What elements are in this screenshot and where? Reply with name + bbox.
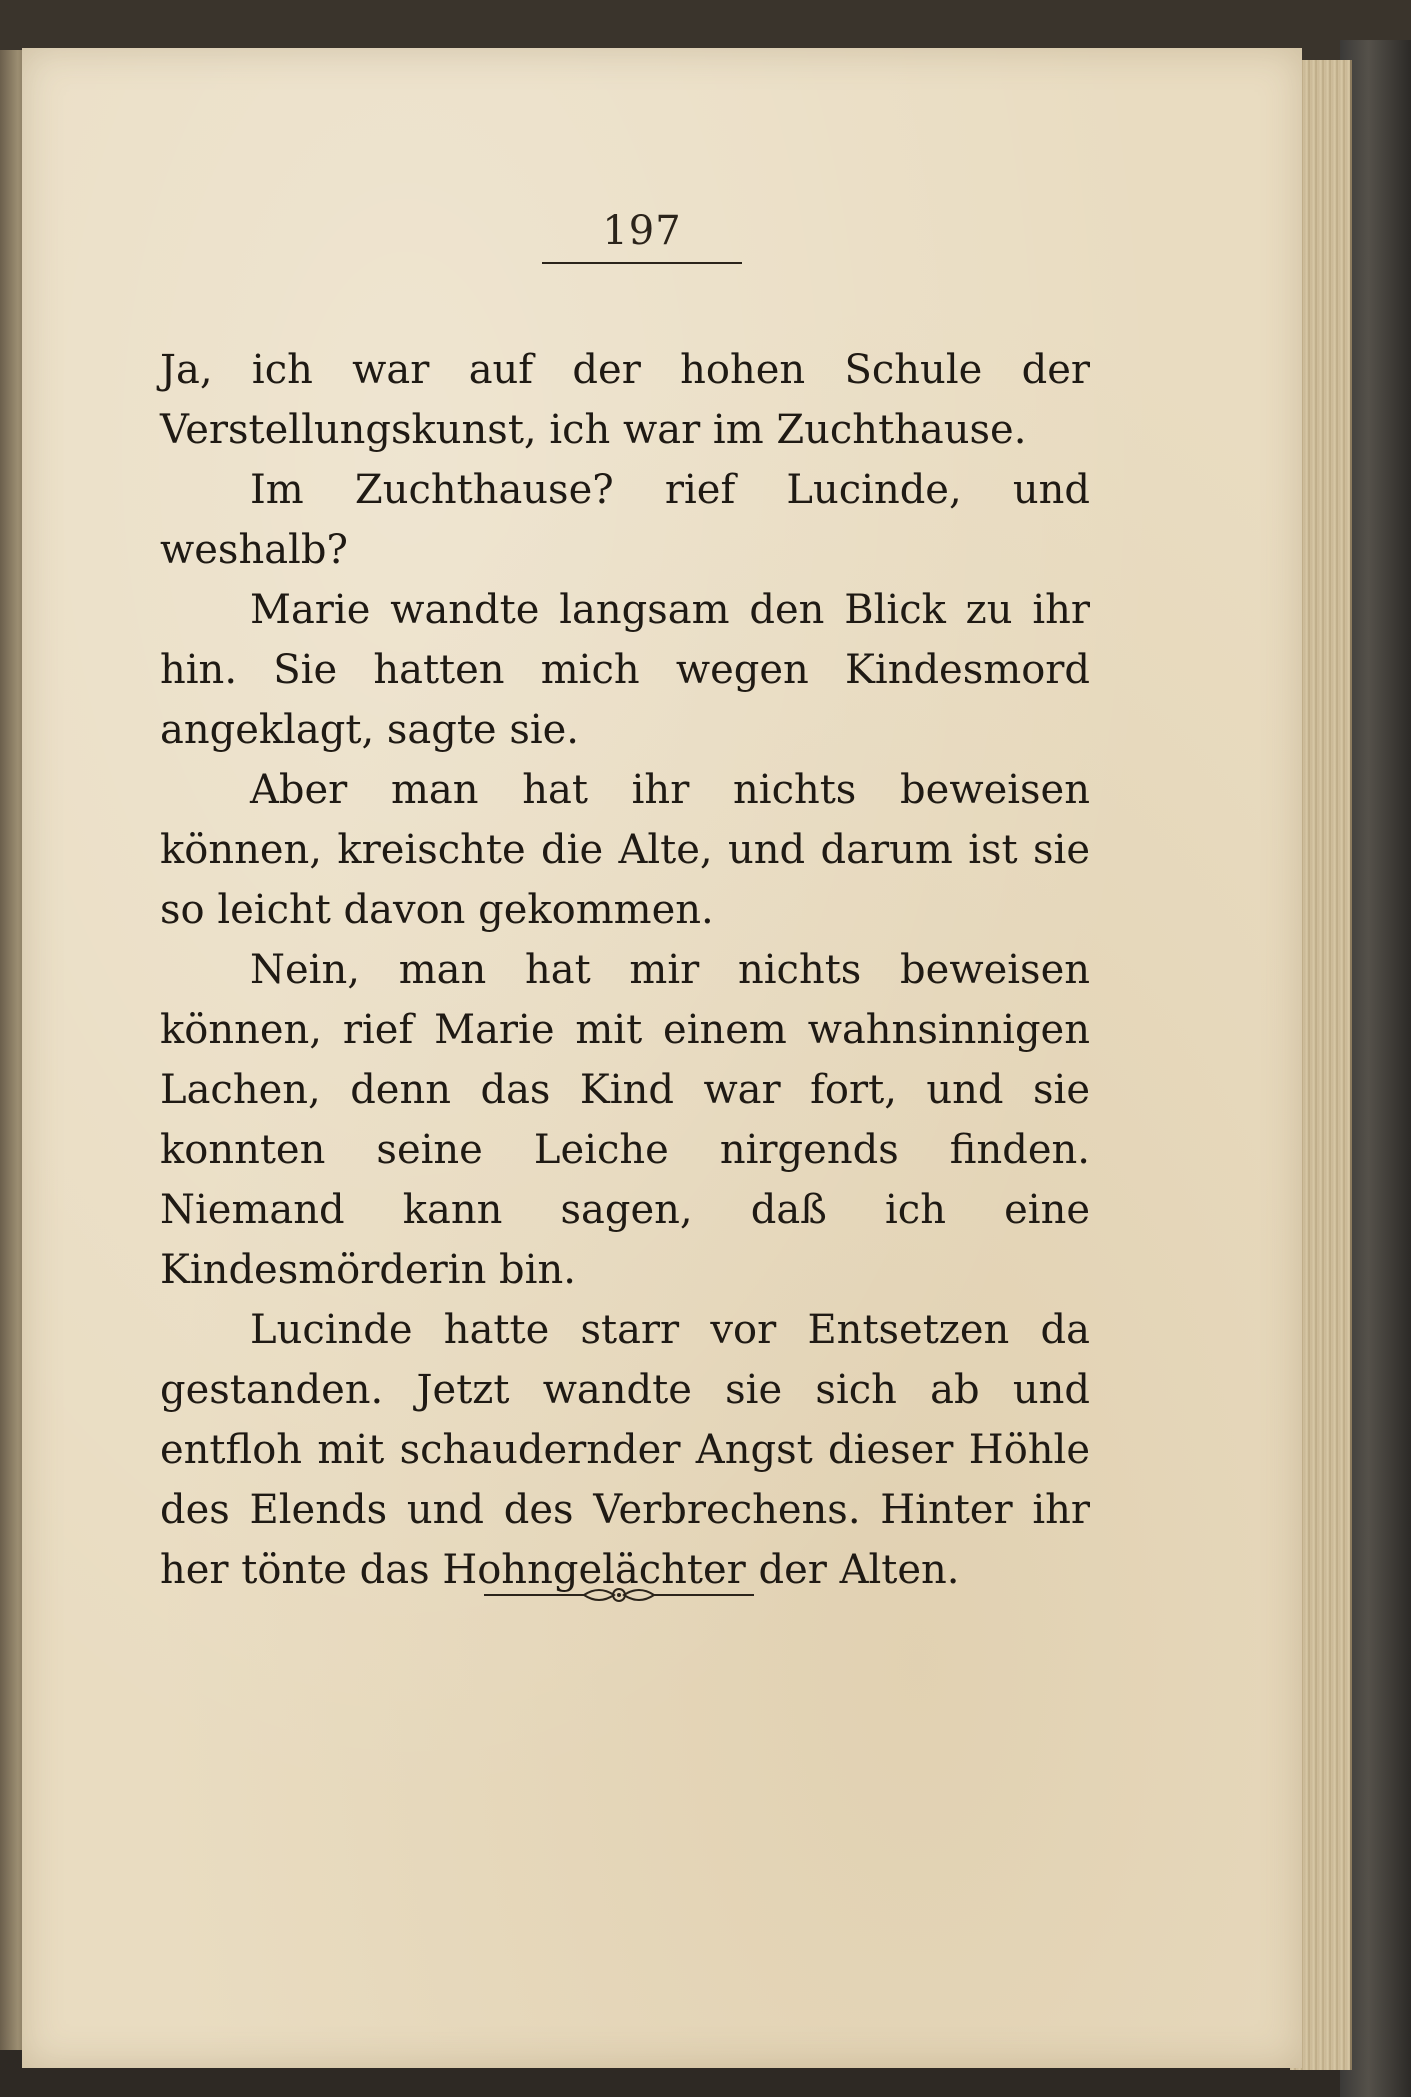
paragraph-5: Nein, man hat mir nichts beweisen können, rief Marie mit einem wahnsinnigen Lachen, denn das Kind war fort, und sie konnten seine Leiche nirgends finden. Niemand kann sagen, daß ich eine Kindesmörderin bin.	[160, 947, 1090, 1293]
paragraph-1: Ja, ich war auf der hohen Schule der Verstellungskunst, ich war im Zuchthause.	[160, 347, 1090, 453]
paragraph-3: Marie wandte langsam den Blick zu ihr hin. Sie hatten mich wegen Kindesmord angeklagt, sagte sie.	[160, 587, 1090, 753]
page-number: 197	[542, 208, 742, 264]
paragraph-2: Im Zuchthause? rief Lucinde, und weshalb?	[160, 467, 1090, 573]
book-page	[22, 48, 1302, 2068]
body-text	[160, 340, 1090, 1600]
paragraph-4: Aber man hat ihr nichts beweisen können, kreischte die Alte, und darum ist sie so leicht davon gekommen.	[160, 767, 1090, 933]
paragraph-6: Lucinde hatte starr vor Entsetzen da gestanden. Jetzt wandte sie sich ab und entfloh mit schaudernder Angst dieser Höhle des Elends und des Verbrechens. Hinter ihr her tönte das Hohngelächter der Alten.	[160, 1307, 1090, 1593]
decorative-divider-icon	[484, 1580, 754, 1610]
